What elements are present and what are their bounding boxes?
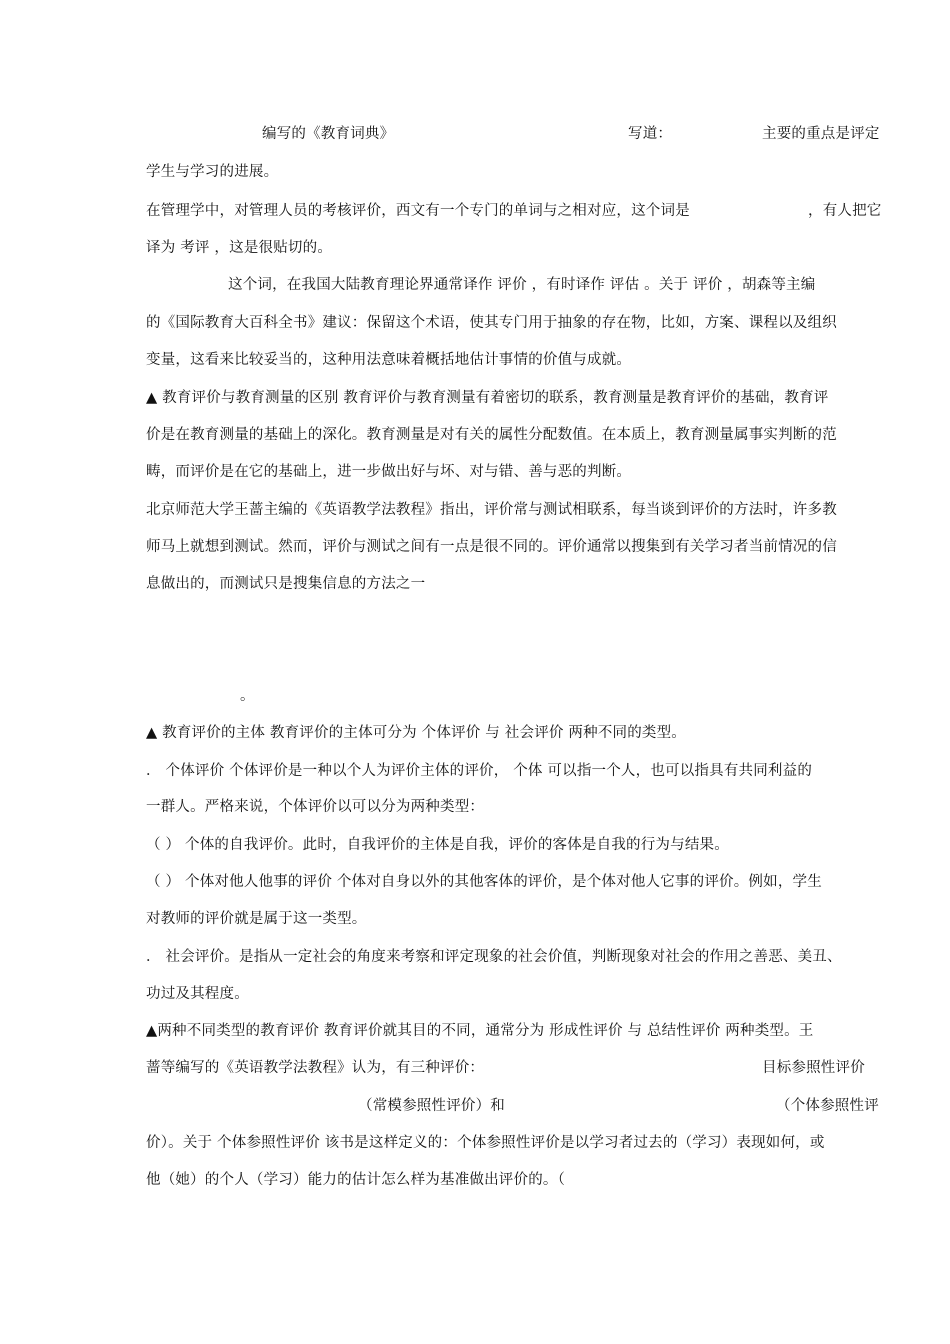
text-line: 北京师范大学王蔷主编的《英语教学法教程》指出，评价常与测试相联系，每当谈到评价的方法时，许多教 — [146, 502, 837, 518]
text-line: 他（她）的个人（学习）能力的估计怎么样为基准做出评价的。（ — [146, 1172, 566, 1188]
text-segment: 目标参照性评价 — [762, 1060, 865, 1076]
text-line: 一群人。严格来说，个体评价以可以分为两种类型： — [146, 799, 485, 815]
text-segment: ，有人把它 — [808, 203, 882, 219]
text-line: 的《国际教育大百科全书》建议：保留这个术语，使其专门用于抽象的存在物，比如，方案、课程以及组织 — [146, 315, 837, 331]
text-segment: （个体参照性评 — [776, 1098, 879, 1114]
text-line: 。 — [240, 688, 255, 704]
text-line: 变量，这看来比较妥当的，这种用法意味着概括地估计事情的价值与成就。 — [146, 352, 632, 368]
text-segment: （常模参照性评价）和 — [358, 1098, 505, 1114]
text-line: 师马上就想到测试。然而，评价与测试之间有一点是很不同的。评价通常以搜集到有关学习者当前情况的信 — [146, 539, 837, 555]
text-line: 畴，而评价是在它的基础上，进一步做出好与坏、对与错、善与恶的判断。 — [146, 464, 632, 480]
text-segment: 写道： — [628, 126, 673, 142]
text-segment: 在管理学中，对管理人员的考核评价，西文有一个专门的单词与之相对应，这个词是 — [146, 203, 690, 219]
text-line: 功过及其程度。 — [146, 986, 249, 1002]
text-line: ． 社会评价。是指从一定社会的角度来考察和评定现象的社会价值，判断现象对社会的作用之善恶、美丑、 — [146, 949, 842, 965]
text-line: （ ） 个体对他人他事的评价 个体对自身以外的其他客体的评价，是个体对他人它事的评价。例如，学生 — [146, 874, 822, 890]
text-line: ▲ 教育评价与教育测量的区别 教育评价与教育测量有着密切的联系，教育测量是教育评价的基础，教育评 — [146, 390, 829, 406]
text-line: ▲两种不同类型的教育评价 教育评价就其目的不同，通常分为 形成性评价 与 总结性评价 两种类型。王 — [146, 1023, 814, 1039]
text-line: 价是在教育测量的基础上的深化。教育测量是对有关的属性分配数值。在本质上，教育测量属事实判断的范 — [146, 427, 837, 443]
text-segment: 主要的重点是评定 — [762, 126, 880, 142]
text-line: ． 个体评价 个体评价是一种以个人为评价主体的评价， 个体 可以指一个人，也可以指具有共同利益的 — [146, 763, 813, 779]
text-line: 价）。关于 个体参照性评价 该书是这样定义的：个体参照性评价是以学习者过去的（学习）表现如何，或 — [146, 1135, 825, 1151]
text-line: 息做出的，而测试只是搜集信息的方法之一 — [146, 576, 426, 592]
text-line: 这个词，在我国大陆教育理论界通常译作 评价 ，有时译作 评估 。关于 评价 ，胡森等主编 — [228, 277, 816, 293]
text-segment: 蔷等编写的《英语教学法教程》认为，有三种评价： — [146, 1060, 485, 1076]
text-line: 对教师的评价就是属于这一类型。 — [146, 911, 367, 927]
text-line: 学生与学习的进展。 — [146, 164, 279, 180]
text-line: 译为 考评 ，这是很贴切的。 — [146, 240, 333, 256]
text-line: （ ） 个体的自我评价。此时，自我评价的主体是自我，评价的客体是自我的行为与结果。 — [146, 837, 729, 853]
text-line: ▲ 教育评价的主体 教育评价的主体可分为 个体评价 与 社会评价 两种不同的类型。 — [146, 725, 687, 741]
text-segment: 编写的《教育词典》 — [262, 126, 395, 142]
